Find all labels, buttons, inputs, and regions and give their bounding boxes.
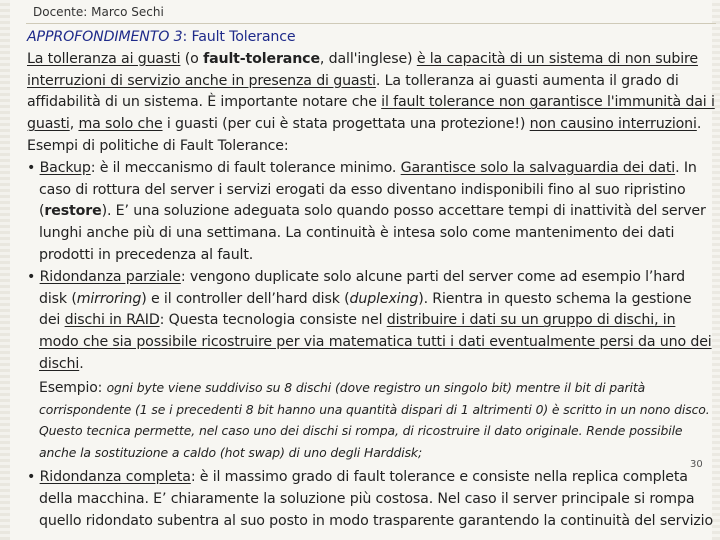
backup-highlight: Garantisce solo la salvaguardia dei dati bbox=[400, 159, 676, 176]
backup-text: : è il meccanismo di fault tolerance minimo. bbox=[90, 159, 401, 176]
parziale-raid: dischi in RAID bbox=[64, 312, 160, 329]
intro-no-interruptions: non causino interruzioni bbox=[529, 116, 697, 133]
completa-label: Ridondanza completa bbox=[39, 468, 191, 485]
example-text: ogni byte viene suddiviso su 8 dischi (dove registro un singolo bit) mentre il bit di parità corrispondente (1 se i precedenti 8 bit hanno una quantità dispari di 1 altrimenti 0) è scritto in un nono disco. Questo tecnica permette, nel caso uno dei dischi si rompa, di ricostruire il dato originale. Rende possibile anche la sostituzione a caldo (hot swap) di uno degli Harddisk; bbox=[39, 379, 710, 461]
intro-paragraph bbox=[27, 49, 715, 158]
parziale-distribuire: distribuire i dati su un gruppo di dischi bbox=[386, 312, 655, 329]
slide-title bbox=[27, 27, 715, 49]
slide-content bbox=[27, 27, 715, 532]
title-topic: APPROFONDIMENTO 3 bbox=[27, 29, 183, 45]
intro-text: (o bbox=[180, 50, 204, 67]
header-docente: Docente: Marco Sechi bbox=[33, 5, 164, 19]
left-edge-decoration bbox=[0, 0, 10, 540]
backup-restore-term: restore bbox=[44, 203, 102, 220]
intro-text: . Esempi di politiche di Fault Tolerance: bbox=[27, 116, 702, 154]
backup-text: . In caso di rottura del server i servizi erogati da esso diventano indisponibili fino al suo ripristino ( bbox=[39, 159, 697, 220]
intro-definition: è la capacità di un sistema di non subire interruzioni di servizio anche in presenza di guasti bbox=[27, 50, 698, 89]
intro-but-only: ma solo che bbox=[78, 116, 163, 133]
bullet-ridondanza-completa: • Ridondanza completa: è il massimo grado di fault tolerance e consiste nella replica completa della macchina. E’ chiaramente la soluzione più costosa. Nel caso il server principale si rompa quello ridondato subentra al suo posto in modo trasparente garantendo la continuità del servizio bbox=[27, 468, 713, 529]
backup-label: Backup bbox=[39, 159, 91, 176]
bullet-ridondanza-parziale: • Ridondanza parziale: vengono duplicate solo alcune parti del server come ad esempio l’hard disk (mirroring) e il controller dell’hard disk (duplexing). Rientra in questo schema la gestione dei dischi in RAID: Questa tecnologia consiste nel distribuire i dati su un gruppo di dischi, in modo che sia possibile ricostruire per via matematica tutti i dati eventualmente persi da uno dei dischi. bbox=[27, 268, 712, 372]
parziale-text: : Questa tecnologia consiste nel bbox=[159, 312, 387, 329]
parziale-text: ). Rientra in questo schema la gestione dei bbox=[39, 290, 692, 329]
parziale-duplexing: duplexing bbox=[349, 290, 419, 307]
intro-text: . La tolleranza ai guasti aumenta il grado di affidabilità di un sistema. È importante notare che bbox=[27, 72, 679, 111]
intro-english-term: fault-tolerance bbox=[203, 50, 320, 67]
completa-text: : è il massimo grado di fault tolerance e consiste nella replica completa della macchina. E’ chiaramente la soluzione più costosa. Nel caso il server principale si rompa quello ridondato subentra al suo posto in modo trasparente garantendo la continuità del servizio bbox=[39, 468, 713, 529]
intro-note: il fault tolerance non garantisce l'immunità dai i guasti bbox=[27, 94, 715, 133]
parziale-mirroring: mirroring bbox=[76, 290, 142, 307]
bullet-backup: • Backup: è il meccanismo di fault tolerance minimo. Garantisce solo la salvaguardia dei dati. In caso di rottura del server i servizi erogati da esso diventano indisponibili fino al suo ripristino (restore). E’ una soluzione adeguata solo quando posso accettare tempi di inattività del server lunghi anche più di una settimana. La continuità è intesa solo come mantenimento dei dati prodotti in precedenza al fault. bbox=[27, 159, 706, 263]
intro-term: La tolleranza ai guasti bbox=[27, 50, 181, 67]
parziale-ricostruire: , in modo che sia possibile ricostruire per via matematica tutti i dati eventualmente persi da uno dei dischi bbox=[39, 312, 712, 372]
backup-text: ). E’ una soluzione adeguata solo quando posso accettare tempi di inattività del server lunghi anche più di una settimana. La continuità è intesa solo come mantenimento dei dati prodotti in precedenza al fault. bbox=[39, 203, 706, 263]
example-block bbox=[27, 378, 715, 465]
parziale-text: ) e il controller dell’hard disk ( bbox=[141, 290, 350, 307]
parziale-text: . bbox=[79, 355, 84, 372]
parziale-text: : vengono duplicate solo alcune parti del server come ad esempio l’hard disk ( bbox=[39, 268, 685, 307]
header-divider bbox=[26, 23, 716, 24]
intro-text: , bbox=[69, 116, 79, 133]
intro-text: , dall'inglese) bbox=[319, 50, 417, 67]
title-rest: : Fault Tolerance bbox=[182, 29, 296, 45]
intro-text: i guasti (per cui è stata progettata una protezione!) bbox=[162, 116, 530, 133]
example-label: Esempio: bbox=[39, 379, 107, 396]
page-number: 30 bbox=[690, 459, 703, 470]
parziale-label: Ridondanza parziale bbox=[39, 268, 181, 285]
